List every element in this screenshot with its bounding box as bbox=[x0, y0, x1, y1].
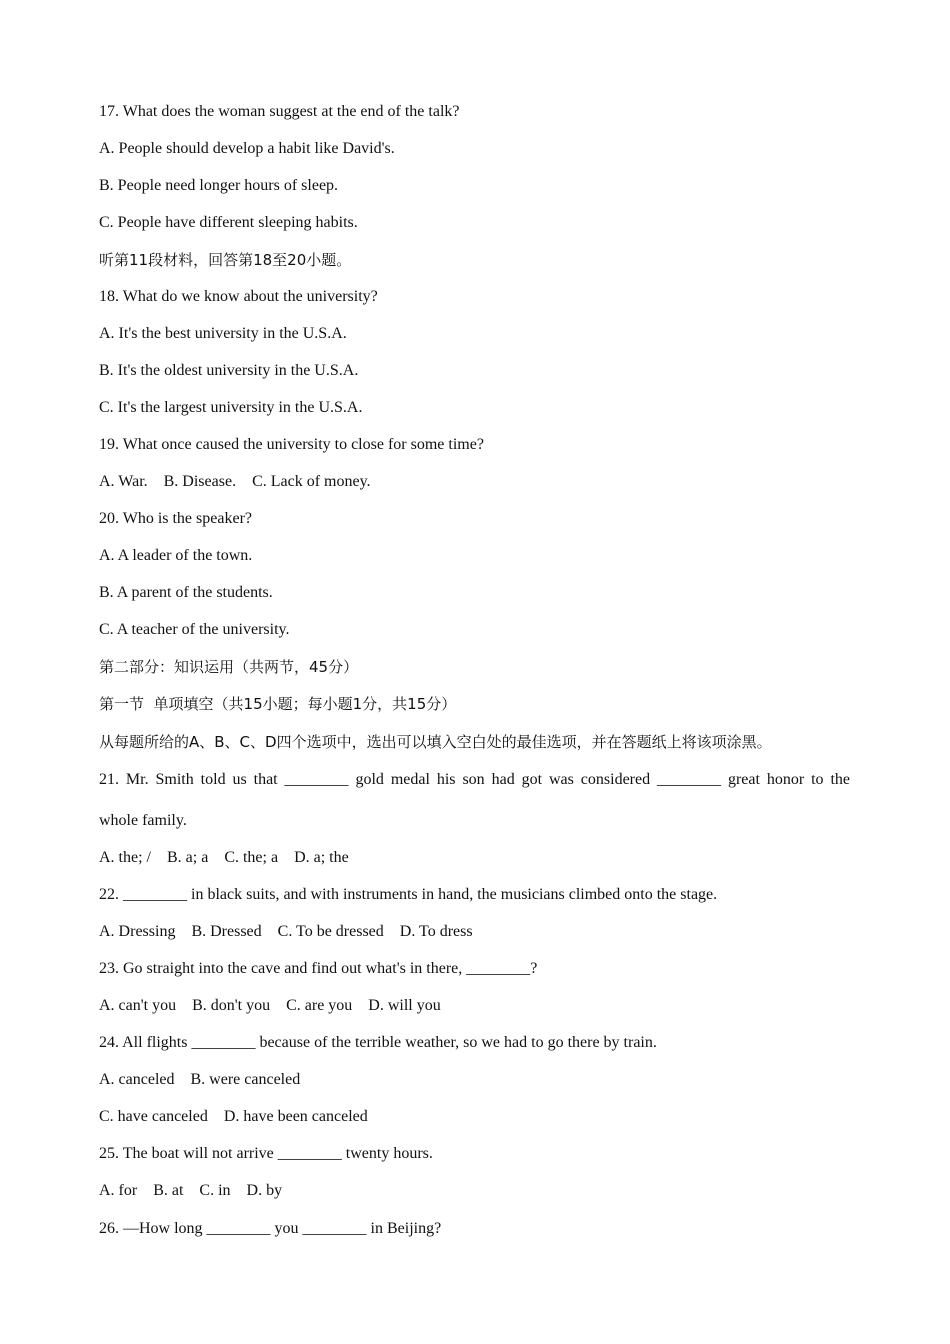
q21-options: A. the; / B. a; a C. the; a D. a; the bbox=[99, 849, 349, 866]
question-22: 22. ________ in black suits, and with instruments in hand, the musicians climbed onto the stage. bbox=[99, 886, 718, 903]
part-two-heading: 第二部分：知识运用（共两节，45分） bbox=[99, 658, 359, 676]
q22-options: A. Dressing B. Dressed C. To be dressed D. To dress bbox=[99, 923, 473, 940]
section-one-instruction: 从每题所给的A、B、C、D四个选项中，选出可以填入空白处的最佳选项，并在答题纸上将该项涂黑。 bbox=[99, 733, 772, 751]
q20-option-a: A. A leader of the town. bbox=[99, 547, 253, 564]
question-19: 19. What once caused the university to close for some time? bbox=[99, 436, 484, 453]
question-17: 17. What does the woman suggest at the end of the talk? bbox=[99, 103, 460, 120]
q25-options: A. for B. at C. in D. by bbox=[99, 1182, 283, 1199]
q17-option-b: B. People need longer hours of sleep. bbox=[99, 177, 339, 194]
question-21-line-1: 21. Mr. Smith told us that ________ gold medal his son had got was considered ________ great honor to the bbox=[99, 771, 850, 788]
question-18: 18. What do we know about the university? bbox=[99, 288, 378, 305]
q24-options-ab: A. canceled B. were canceled bbox=[99, 1071, 301, 1088]
q24-options-cd: C. have canceled D. have been canceled bbox=[99, 1108, 368, 1125]
q18-option-a: A. It's the best university in the U.S.A. bbox=[99, 325, 347, 342]
q18-option-c: C. It's the largest university in the U.S.A. bbox=[99, 399, 363, 416]
q17-option-c: C. People have different sleeping habits. bbox=[99, 214, 358, 231]
q20-option-b: B. A parent of the students. bbox=[99, 584, 273, 601]
q20-option-c: C. A teacher of the university. bbox=[99, 621, 290, 638]
question-26: 26. —How long ________ you ________ in Beijing? bbox=[99, 1220, 442, 1237]
q19-options: A. War. B. Disease. C. Lack of money. bbox=[99, 473, 371, 490]
section-instruction-11: 听第11段材料，回答第18至20小题。 bbox=[99, 251, 352, 269]
q23-options: A. can't you B. don't you C. are you D. will you bbox=[99, 997, 441, 1014]
question-21-line-2: whole family. bbox=[99, 812, 187, 829]
section-one-heading: 第一节 单项填空（共15小题；每小题1分，共15分） bbox=[99, 695, 457, 713]
q18-option-b: B. It's the oldest university in the U.S.A. bbox=[99, 362, 359, 379]
question-25: 25. The boat will not arrive ________ twenty hours. bbox=[99, 1145, 433, 1162]
q17-option-a: A. People should develop a habit like David's. bbox=[99, 140, 395, 157]
question-20: 20. Who is the speaker? bbox=[99, 510, 252, 527]
question-23: 23. Go straight into the cave and find out what's in there, ________? bbox=[99, 960, 538, 977]
question-24: 24. All flights ________ because of the terrible weather, so we had to go there by train. bbox=[99, 1034, 657, 1051]
